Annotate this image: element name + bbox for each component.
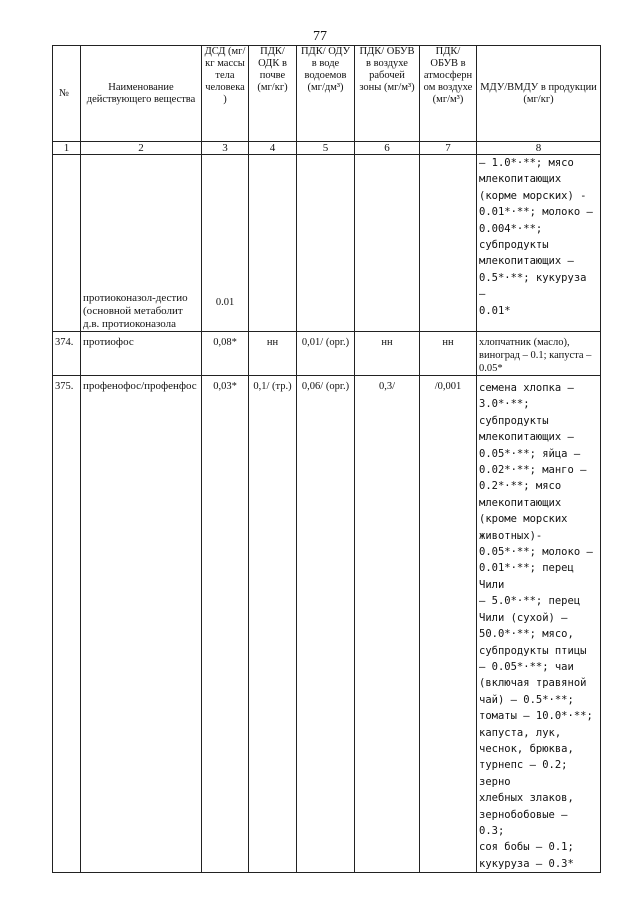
row-number <box>53 155 81 332</box>
column-number: 4 <box>249 142 297 155</box>
workplace-air-limit-cell <box>355 155 420 332</box>
table-row <box>53 155 601 332</box>
product-mrl-cell <box>477 155 601 332</box>
header-atmospheric-air-limit: ПДК/ ОБУВ в атмосферном воздухе (мг/м³) <box>420 46 477 142</box>
column-number: 8 <box>477 142 601 155</box>
workplace-air-limit-value: 0,3/ <box>355 376 420 873</box>
water-limit-cell <box>297 155 355 332</box>
water-limit-value: 0,06/ (орг.) <box>297 376 355 873</box>
column-number: 6 <box>355 142 420 155</box>
column-number: 5 <box>297 142 355 155</box>
row-number: 374. <box>53 332 81 376</box>
substance-name-cell <box>81 155 202 332</box>
table-header-row <box>53 46 601 142</box>
product-mrl-cell <box>477 376 601 873</box>
atmospheric-air-limit-value: нн <box>420 332 477 376</box>
header-number: № <box>53 46 81 142</box>
substance-name: протиоконазол-дестио (основной метаболит д.в. протиоконазола <box>83 292 188 330</box>
atmospheric-air-limit-cell <box>420 155 477 332</box>
column-number: 3 <box>202 142 249 155</box>
header-water-limit: ПДК/ ОДУ в воде водоемов (мг/дм³) <box>297 46 355 142</box>
header-dsd: ДСД (мг/кг массы тела человека) <box>202 46 249 142</box>
substance-name: профенофос/профенфос <box>81 376 202 873</box>
soil-limit-cell <box>249 155 297 332</box>
header-substance-name: Наименование действующего вещества <box>81 46 202 142</box>
header-soil-limit: ПДК/ ОДК в почве (мг/кг) <box>249 46 297 142</box>
row-number: 375. <box>53 376 81 873</box>
atmospheric-air-limit-value: /0,001 <box>420 376 477 873</box>
page-number: 77 <box>313 29 327 44</box>
dsd-cell <box>202 155 249 332</box>
pesticide-regulation-table <box>52 45 601 873</box>
header-product-mrl: МДУ/ВМДУ в продукции (мг/кг) <box>477 46 601 142</box>
product-mrl-text: семена хлопка – 3.0*·**; субпродукты млекопитающих – 0.05*·**; яйца – 0.02*·**; манго – 0.2*·**; мясо млекопитающих (кроме морских животных)- 0.05*·**; молоко – 0.01*·**; перец Чили – 5.0*·**; перец Чили (сухой) – 50.0*·**; мясо, субпродукты птицы – 0.05*·**; чаи (включая травяной чай) – 0.5*·**; томаты – 10.0*·**; капуста, лук, чеснок, брюква, турнепс – 0.2; зерно хлебных злаков, зернобобовые – 0.3; соя бобы – 0.1; кукуруза – 0.3* <box>479 382 593 870</box>
column-number: 7 <box>420 142 477 155</box>
soil-limit-value: нн <box>249 332 297 376</box>
product-mrl-text: хлопчатник (масло), виноград – 0.1; капуста – 0.05* <box>477 332 601 376</box>
column-number: 1 <box>53 142 81 155</box>
product-mrl-text: – 1.0*·**; мясо млекопитающих (корме морских) - 0.01*·**; молоко – 0.004*·**; субпродукты млекопитающих – 0.5*·**; кукуруза – 0.01* <box>479 157 593 317</box>
table-row <box>53 332 601 376</box>
soil-limit-value: 0,1/ (тр.) <box>249 376 297 873</box>
water-limit-value: 0,01/ (орг.) <box>297 332 355 376</box>
dsd-value: 0,08* <box>202 332 249 376</box>
dsd-value: 0,03* <box>202 376 249 873</box>
table-row <box>53 376 601 873</box>
column-number-row <box>53 142 601 155</box>
workplace-air-limit-value: нн <box>355 332 420 376</box>
dsd-value: 0.01 <box>215 297 235 308</box>
substance-name: протиофос <box>81 332 202 376</box>
column-number: 2 <box>81 142 202 155</box>
header-workplace-air-limit: ПДК/ ОБУВ в воздухе рабочей зоны (мг/м³) <box>355 46 420 142</box>
